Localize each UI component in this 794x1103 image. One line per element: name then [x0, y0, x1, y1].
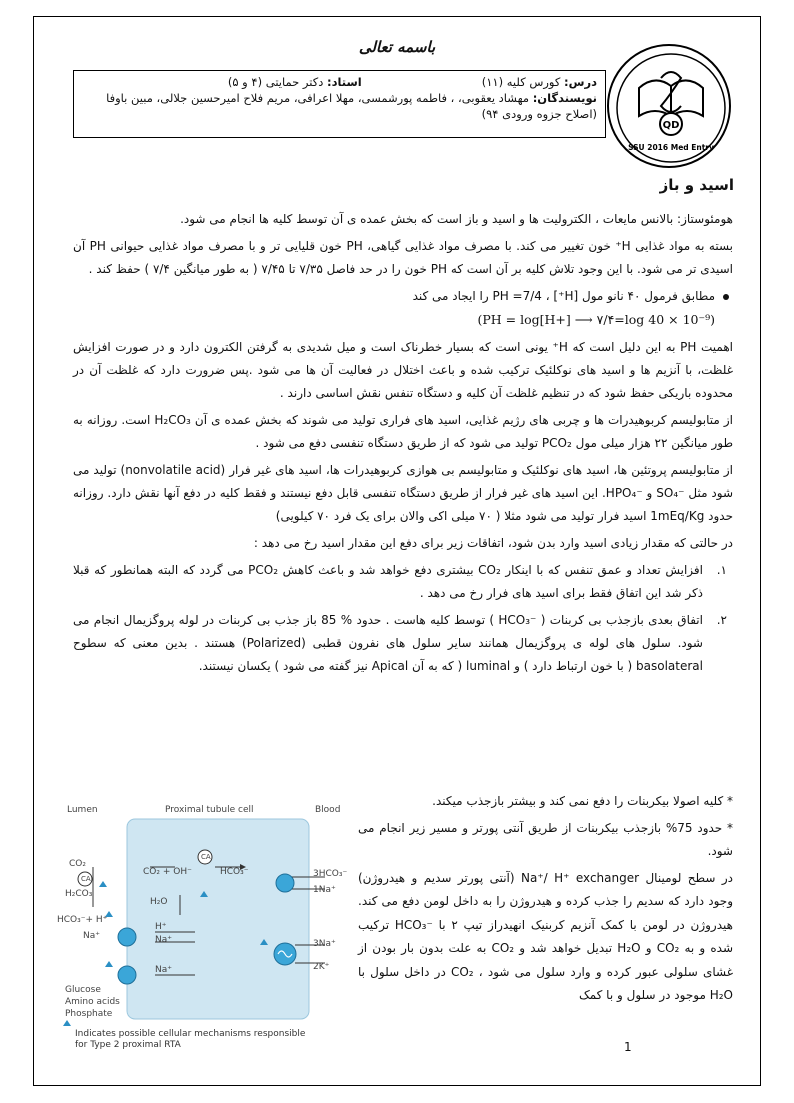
na-h-exchanger-icon [118, 928, 136, 946]
proximal-tubule-figure: Lumen Proximal tubule cell Blood CO₂ CA CA H₂CO₃ HCO₃⁻+ H⁺ Na⁺ CO₂ + OH⁻ HCO₃⁻ H₂O H⁺ Na⁺ Na⁺ 3HCO₃⁻ 1Na⁺ 3Na⁺ 2K⁺ Glucose Amino acids Phosphate Indicates possible cellular mechanisms responsible for Type 2 proximal RTA [55, 797, 355, 1057]
course-row: درس: کورس کلیه (۱۱)استاد: دکتر حمایتی (۴ و ۵) [227, 75, 597, 89]
lumen-label: Lumen [67, 805, 98, 815]
bullet-icon [723, 294, 729, 300]
bullet-text: مطابق فرمول ۴۰ نانو مول [H⁺] ، PH =7/4 را ایجاد می کند [412, 289, 715, 303]
cell-label: Proximal tubule cell [165, 805, 254, 815]
logo-caption: SSU 2016 Med Entry [628, 143, 714, 152]
logo-initials: QD [662, 120, 680, 131]
list-item-2: ۲. اتفاق بعدی بازجذب بی کربنات ( ⁻HCO₃ ) توسط کلیه هاست . حدود % 85 باز جذب بی کربنات در لوله پروگزیمال انجام می شود. سلول های لوله ی پروگزیمال همانند سایر سلول های نفرون قطبی (Polarized) هستند . بدین معنی که سطوح basolateral ( با خون ارتباط دارد ) و luminal ( که به آن Apical نیز گفته می شود ) یکسان نیستند. [73, 613, 727, 673]
paragraph-volatile-acid: از متابولیسم کربوهیدرات ها و چربی های رژیم غذایی، اسید های فراری تولید می شوند که بخش عمده ی آن H₂CO₃ است. روزانه به طور میانگین ۲۲ هزار میلی مول PCO₂ تولید می شود که از طریق دستگاه تنفسی دفع می شود . [73, 413, 733, 450]
paragraph-ph-importance: اهمیت PH به این دلیل است که H⁺ یونی است که بسیار خطرناک است و میل شدیدی به گرفتن الکترون دارد و در صورت افزایش غلظت، با آنزیم ها و اسید های نوکلئیک ترکیب شده و باعث اختلال در فعالیت آن ها می شود .پس ضرورت دارد که غلظت آن در محدوده باریکی حفظ شود که در تنظیم غلظت آن کلیه و دستگاه تنفس نقش اساسی دارند . [73, 340, 733, 400]
list-item-1: ۱. افزایش تعداد و عمق تنفس که با اینکار CO₂ بیشتری دفع خواهد شد و باعث کاهش PCO₂ می گردد که البته همانطور که قبلا ذکر شد این اتفاق فقط برای اسید های فرار رخ می دهد . [73, 563, 727, 600]
glucose-transporter-icon [118, 966, 136, 984]
paragraph-diet-ph: بسته به مواد غذایی H⁺ خون تغییر می کند. با مصرف مواد غذایی گیاهی، PH خون قلیایی تر و با مصرف مواد غذایی حیوانی PH آن اسیدی تر می شود. با این وجود تلاش کلیه بر آن است که PH خون را در حد فاصل ۷/۳۵ تا ۷/۴۵ ( به طور میانگین ۷/۴ ) حفظ کند . [73, 239, 734, 276]
side-note-2: * حدود 75% بازجذب بیکربنات از طریق آنتی پورتر و مسیر زیر انجام می شود. [358, 820, 734, 858]
main-content [73, 208, 733, 678]
side-content [358, 790, 733, 1011]
formula-line [73, 308, 733, 332]
authors-row: نویسندگان: مهشاد یعقوبی، ، فاطمه پورشمسی، مهلا اعرافی، مریم فلاح امیرحسین جلالی، مبین باوفا [106, 91, 597, 105]
page-number: 1 [624, 1040, 632, 1054]
figure-caption: Indicates possible cellular mechanisms responsible for Type 2 proximal RTA [75, 1029, 306, 1050]
page-header-title: باسمه تعالی [358, 38, 436, 56]
paragraph-nonvolatile-acid: از متابولیسم پروتئین ها، اسید های نوکلئیک و متابولیسم بی هوازی کربوهیدرات ها، اسید های غیر فرار (nonvolatile acid) تولید می شود مثل ⁻SO₄ و ⁻HPO₄. این اسید های غیر فرار از طریق دستگاه تنفسی قابل دفع نیستند و فقط کلیه در دفع آنها نقش دارد. روزانه حدود 1mEq/Kg اسید فرار تولید می شود مثلا ( ۷۰ میلی اکی والان برای یک فرد ۷۰ کیلویی) [73, 463, 733, 523]
paragraph-acid-response: در حالتی که مقدار زیادی اسید وارد بدن شود، اتفاقات زیر برای دفع این مقدار اسید رخ می دهد : [253, 536, 733, 550]
ph-formula: (PH = log[H+] ⟶ ۷/۴=log 40 × 10⁻⁹) [477, 312, 715, 327]
section-title: اسید و باز [659, 176, 734, 194]
edit-note: (اصلاح جزوه ورودی ۹۴) [481, 107, 597, 121]
side-note-1: * کلیه اصولا بیکربنات را دفع نمی کند و بیشتر بازجذب میکند. [432, 794, 733, 808]
course-info-box [73, 70, 606, 138]
university-logo [607, 44, 731, 168]
blood-label: Blood [315, 805, 341, 815]
bullet-formula [73, 285, 733, 308]
paragraph-homeostasis: هومئوستاز: بالانس مایعات ، الکترولیت ها و اسید و باز است که بخش عمده ی آن توسط کلیه ها انجام می شود. [180, 212, 733, 226]
side-paragraph-exchanger: در سطح لومینال Na⁺/ H⁺ exchanger (آنتی پورتر سدیم و هیدروژن) وجود دارد که سدیم را جذب کرده و هیدروژن را به داخل لومن دفع می کند. هیدروژن در لومن با کمک آنزیم کربنیک انهیدراز تیپ ۲ با ⁻HCO₃ ترکیب شده و به CO₂ و H₂O تبدیل خواهد شد و CO₂ به علت بدون بار بودن از غشای سلولی عبور کرده و وارد سلول می شود ، CO₂ در داخل سلول با H₂O موجود در سلول و با کمک [358, 870, 733, 1002]
hco3-transporter-icon [276, 874, 294, 892]
